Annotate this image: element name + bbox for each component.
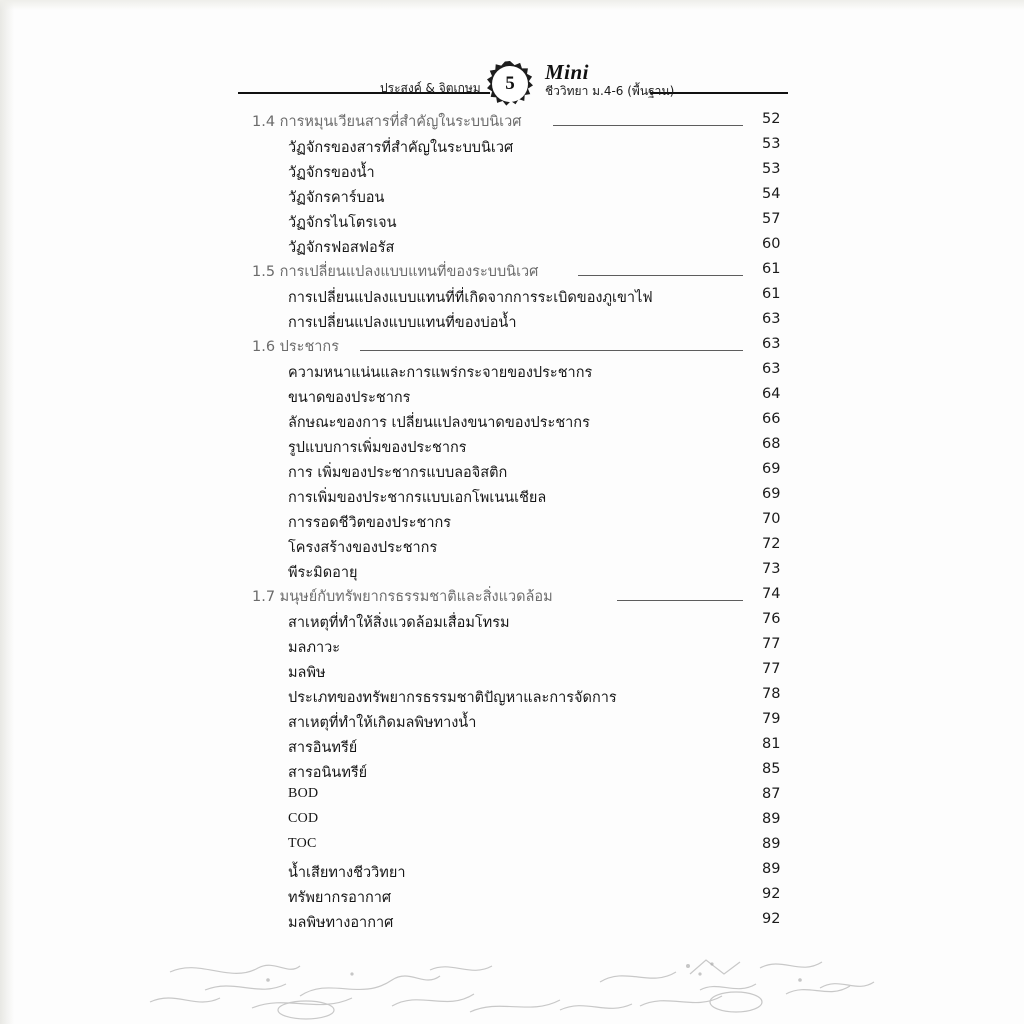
toc-entry-label: สาเหตุที่ทำให้เกิดมลพิษทางน้ำ bbox=[288, 715, 477, 731]
toc-leader-rule bbox=[553, 125, 743, 126]
page-number-badge bbox=[487, 61, 533, 107]
toc-entry-row bbox=[0, 158, 1024, 183]
toc-entry-label: มลพิษ bbox=[288, 665, 326, 681]
toc-page-number: 78 bbox=[762, 686, 781, 702]
toc-page-number: 87 bbox=[762, 786, 781, 802]
toc-page-number: 64 bbox=[762, 386, 781, 402]
toc-page-number: 69 bbox=[762, 461, 781, 477]
decorative-bottom-artwork bbox=[0, 954, 1024, 1024]
toc-page-number: 77 bbox=[762, 661, 781, 677]
toc-entry-label: พีระมิดอายุ bbox=[288, 565, 358, 581]
toc-page-number: 89 bbox=[762, 811, 781, 827]
toc-entry-label: ทรัพยากรอากาศ bbox=[288, 890, 392, 906]
toc-page-number: 63 bbox=[762, 336, 781, 352]
toc-page-number: 63 bbox=[762, 361, 781, 377]
toc-entry-row bbox=[0, 708, 1024, 733]
toc-entry-row bbox=[0, 283, 1024, 308]
toc-entry-label: การ เพิ่มของประชากรแบบลอจิสติก bbox=[288, 465, 508, 481]
toc-entry-label: การรอดชีวิตของประชากร bbox=[288, 515, 452, 531]
toc-entry-row bbox=[0, 808, 1024, 833]
toc-entry-label: สารอินทรีย์ bbox=[288, 740, 358, 756]
toc-entry-label: การเพิ่มของประชากรแบบเอกโพเนนเชียล bbox=[288, 490, 547, 506]
brand-title: Mini bbox=[545, 60, 590, 84]
toc-page-number: 60 bbox=[762, 236, 781, 252]
toc-page-number: 74 bbox=[762, 586, 781, 602]
toc-entry-row bbox=[0, 533, 1024, 558]
toc-entry-row bbox=[0, 458, 1024, 483]
toc-page-number: 89 bbox=[762, 861, 781, 877]
toc-entry-row bbox=[0, 633, 1024, 658]
toc-entry-label: วัฏจักรไนโตรเจน bbox=[288, 215, 397, 231]
toc-page-number: 53 bbox=[762, 136, 781, 152]
toc-entry-label: สาเหตุที่ทำให้สิ่งแวดล้อมเสื่อมโทรม bbox=[288, 615, 510, 631]
toc-entry-label: โครงสร้างของประชากร bbox=[288, 540, 438, 556]
toc-entry-label: วัฏจักรของสารที่สำคัญในระบบนิเวศ bbox=[288, 140, 514, 156]
toc-entry-row bbox=[0, 783, 1024, 808]
toc-page-number: 61 bbox=[762, 286, 781, 302]
toc-entry-label: มลภาวะ bbox=[288, 640, 341, 656]
toc-entry-row bbox=[0, 483, 1024, 508]
toc-page-number: 57 bbox=[762, 211, 781, 227]
page-header bbox=[0, 30, 1024, 98]
toc-page-number: 79 bbox=[762, 711, 781, 727]
toc-entry-label: ขนาดของประชากร bbox=[288, 390, 411, 406]
toc-section-label: 1.4 การหมุนเวียนสารที่สำคัญในระบบนิเวศ bbox=[252, 114, 522, 130]
toc-section-label: 1.5 การเปลี่ยนแปลงแบบแทนที่ของระบบนิเวศ bbox=[252, 264, 539, 280]
toc-entry-row bbox=[0, 758, 1024, 783]
toc-entry-label: น้ำเสียทางชีววิทยา bbox=[288, 865, 406, 881]
toc-page-number: 52 bbox=[762, 111, 781, 127]
toc-entry-row bbox=[0, 208, 1024, 233]
toc-entry-label: วัฏจักรคาร์บอน bbox=[288, 190, 385, 206]
toc-entry-row bbox=[0, 733, 1024, 758]
toc-section-row bbox=[0, 333, 1024, 358]
toc-entry-row bbox=[0, 508, 1024, 533]
toc-entry-row bbox=[0, 908, 1024, 933]
toc-leader-rule bbox=[617, 600, 743, 601]
brand-block bbox=[545, 62, 674, 97]
toc-page-number: 89 bbox=[762, 836, 781, 852]
toc-entry-label: รูปแบบการเพิ่มของประชากร bbox=[288, 440, 467, 456]
toc-entry-label: การเปลี่ยนแปลงแบบแทนที่ของบ่อน้ำ bbox=[288, 315, 517, 331]
toc-page-number: 73 bbox=[762, 561, 781, 577]
toc-entry-row bbox=[0, 358, 1024, 383]
toc-entry-row bbox=[0, 408, 1024, 433]
toc-section-row bbox=[0, 108, 1024, 133]
toc-section-label: 1.6 ประชากร bbox=[252, 339, 339, 355]
toc-section-label: 1.7 มนุษย์กับทรัพยากรธรรมชาติและสิ่งแวดล้อม bbox=[252, 589, 553, 605]
toc-entry-row bbox=[0, 233, 1024, 258]
toc-entry-label: ความหนาแน่นและการแพร่กระจายของประชากร bbox=[288, 365, 593, 381]
toc-section-row bbox=[0, 258, 1024, 283]
toc-page-number: 61 bbox=[762, 261, 781, 277]
header-author: ประสงค์ & จิตเกษม bbox=[380, 81, 481, 95]
toc-leader-rule bbox=[360, 350, 743, 351]
brand-subtitle: ชีววิทยา ม.4-6 (พื้นฐาน) bbox=[545, 84, 675, 98]
toc-page-number: 76 bbox=[762, 611, 781, 627]
toc-entry-row bbox=[0, 183, 1024, 208]
toc-entry-row bbox=[0, 883, 1024, 908]
toc-leader-rule bbox=[578, 275, 743, 276]
toc-page-number: 68 bbox=[762, 436, 781, 452]
toc-entry-label: TOC bbox=[288, 836, 317, 851]
toc-entry-label: สารอนินทรีย์ bbox=[288, 765, 368, 781]
toc-entry-row bbox=[0, 833, 1024, 858]
table-of-contents bbox=[0, 108, 1024, 933]
toc-section-row bbox=[0, 583, 1024, 608]
toc-page-number: 66 bbox=[762, 411, 781, 427]
toc-entry-row bbox=[0, 658, 1024, 683]
toc-page-number: 85 bbox=[762, 761, 781, 777]
toc-entry-label: การเปลี่ยนแปลงแบบแทนที่ที่เกิดจากการระเบิดของภูเขาไฟ bbox=[288, 290, 653, 306]
toc-entry-label: วัฏจักรของน้ำ bbox=[288, 165, 375, 181]
toc-entry-row bbox=[0, 133, 1024, 158]
toc-page-number: 81 bbox=[762, 736, 781, 752]
scan-edge-top bbox=[0, 0, 1024, 10]
toc-page-number: 70 bbox=[762, 511, 781, 527]
toc-entry-row bbox=[0, 383, 1024, 408]
toc-page-number: 53 bbox=[762, 161, 781, 177]
toc-entry-label: วัฏจักรฟอสฟอรัส bbox=[288, 240, 395, 256]
toc-page-number: 72 bbox=[762, 536, 781, 552]
toc-entry-label: COD bbox=[288, 811, 319, 826]
toc-entry-row bbox=[0, 308, 1024, 333]
toc-page-number: 92 bbox=[762, 886, 781, 902]
toc-page-number: 77 bbox=[762, 636, 781, 652]
toc-entry-row bbox=[0, 558, 1024, 583]
toc-page-number: 92 bbox=[762, 911, 781, 927]
toc-entry-row bbox=[0, 608, 1024, 633]
toc-page-number: 63 bbox=[762, 311, 781, 327]
toc-entry-label: ประเภทของทรัพยากรธรรมชาติปัญหาและการจัดการ bbox=[288, 690, 617, 706]
toc-entry-row bbox=[0, 433, 1024, 458]
page-number: 5 bbox=[505, 73, 515, 94]
toc-entry-row bbox=[0, 858, 1024, 883]
toc-entry-row bbox=[0, 683, 1024, 708]
toc-page-number: 54 bbox=[762, 186, 781, 202]
toc-entry-label: BOD bbox=[288, 786, 319, 801]
toc-entry-label: มลพิษทางอากาศ bbox=[288, 915, 394, 931]
toc-page-number: 69 bbox=[762, 486, 781, 502]
toc-entry-label: ลักษณะของการ เปลี่ยนแปลงขนาดของประชากร bbox=[288, 415, 590, 431]
